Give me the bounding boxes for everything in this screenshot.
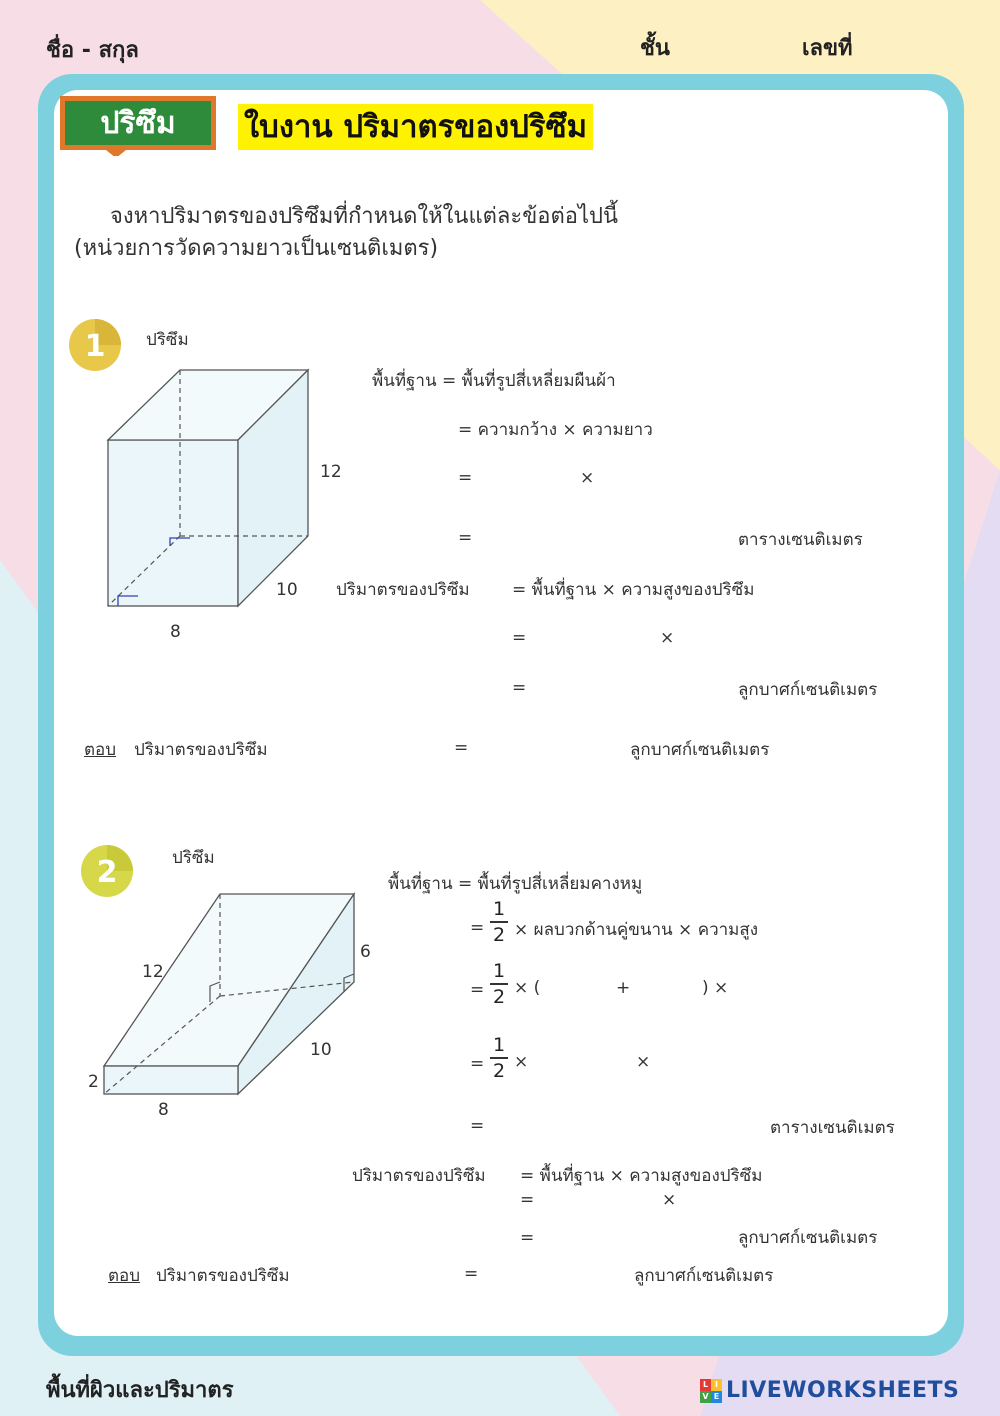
svg-text:2: 2 <box>96 855 118 890</box>
q1-dim-depth: 10 <box>276 580 298 600</box>
q2-volume-label: ปริมาตรของปริซึม <box>352 1166 486 1186</box>
q2-dim-width: 8 <box>158 1100 169 1120</box>
footer-topic: พื้นที่ผิวและปริมาตร <box>46 1378 234 1403</box>
q2-times-3: × <box>662 1190 677 1210</box>
q2-eq-6: = <box>520 1228 535 1248</box>
q2-eq-4: = <box>470 1116 485 1136</box>
q2-answer-unit: ลูกบาศก์เซนติเมตร <box>634 1266 774 1286</box>
q2-unit-sq: ตารางเซนติเมตร <box>770 1118 895 1138</box>
logo-letter: V <box>700 1391 711 1403</box>
q1-eq-4: = <box>512 678 527 698</box>
q1-answer-word: ตอบ <box>84 740 117 760</box>
q1-base-area-label: พื้นที่ฐาน = พื้นที่รูปสี่เหลี่ยมผืนผ้า <box>372 371 616 391</box>
badge-label: ปริซึม <box>100 106 176 141</box>
q2-eq-5: = <box>520 1190 535 1210</box>
logo-letter: E <box>711 1391 722 1403</box>
fraction-numerator: 1 <box>492 960 506 982</box>
q2-answer-eq: = <box>464 1264 479 1284</box>
name-label: ชื่อ - สกุล <box>46 38 139 63</box>
q2-base-area-label: พื้นที่ฐาน = พื้นที่รูปสี่เหลี่ยมคางหมู <box>388 874 643 894</box>
q1-answer-label: ปริมาตรของปริซึม <box>134 740 268 760</box>
q1-prism-diagram <box>100 360 340 620</box>
q2-answer-label: ปริมาตรของปริซึม <box>156 1266 290 1286</box>
q2-eq-3: = <box>470 1054 485 1074</box>
q2-dim-depth: 10 <box>310 1040 332 1060</box>
q2-dim-height: 6 <box>360 942 371 962</box>
q2-base-formula: × ผลบวกด้านคู่ขนาน × ความสูง <box>514 920 759 940</box>
q1-eq-1: = <box>458 468 473 488</box>
q2-times-1: × <box>514 1052 529 1072</box>
q2-sum-close: ) × <box>702 978 729 998</box>
q2-volume-formula: = พื้นที่ฐาน × ความสูงของปริซึม <box>520 1166 763 1186</box>
logo-icon <box>700 1379 722 1403</box>
fraction-numerator: 1 <box>492 1034 506 1056</box>
q1-dim-width: 8 <box>170 622 181 642</box>
q1-answer-eq: = <box>454 738 469 758</box>
q2-plus: + <box>616 978 631 998</box>
fraction-denominator: 2 <box>492 924 506 946</box>
q1-unit-sq: ตารางเซนติเมตร <box>738 530 863 550</box>
fraction-denominator: 2 <box>492 1060 506 1082</box>
q1-volume-label: ปริมาตรของปริซึม <box>336 580 470 600</box>
instruction-line-1: จงหาปริมาตรของปริซึมที่กำหนดให้ในแต่ละข้อต่อไปนี้ <box>110 204 619 229</box>
logo-text: LIVEWORKSHEETS <box>726 1378 960 1403</box>
svg-text:1: 1 <box>84 329 106 364</box>
q1-unit-cu: ลูกบาศก์เซนติเมตร <box>738 680 878 700</box>
instruction-line-2: (หน่วยการวัดความยาวเป็นเซนติเมตร) <box>74 236 439 261</box>
q1-shape-label: ปริซึม <box>146 330 189 350</box>
page-title: ใบงาน ปริมาตรของปริซึม <box>238 104 593 150</box>
class-label: ชั้น <box>640 36 670 61</box>
q2-dim-side: 2 <box>88 1072 99 1092</box>
q2-prism-diagram <box>96 886 366 1106</box>
q1-volume-formula: = พื้นที่ฐาน × ความสูงของปริซึม <box>512 580 755 600</box>
logo-letter: L <box>700 1379 711 1391</box>
number-label: เลขที่ <box>802 36 853 61</box>
logo-letter: I <box>711 1379 722 1391</box>
q2-fraction-2 <box>490 960 508 1008</box>
q2-fraction-3 <box>490 1034 508 1082</box>
worksheet-card <box>54 90 948 1336</box>
q1-answer-unit: ลูกบาศก์เซนติเมตร <box>630 740 770 760</box>
q2-sum-open: × ( <box>514 978 541 998</box>
q2-eq-1: = <box>470 918 485 938</box>
fraction-numerator: 1 <box>492 898 506 920</box>
q2-eq-2: = <box>470 980 485 1000</box>
q2-answer-word: ตอบ <box>108 1266 141 1286</box>
q2-dim-slant: 12 <box>142 962 164 982</box>
q2-fraction-1 <box>490 898 508 946</box>
q2-shape-label: ปริซึม <box>172 848 215 868</box>
q2-times-2: × <box>636 1052 651 1072</box>
fraction-denominator: 2 <box>492 986 506 1008</box>
q1-times-1: × <box>580 468 595 488</box>
q1-dim-height: 12 <box>320 462 342 482</box>
q2-unit-cu: ลูกบาศก์เซนติเมตร <box>738 1228 878 1248</box>
q1-times-2: × <box>660 628 675 648</box>
q1-eq-2: = <box>458 528 473 548</box>
liveworksheets-logo <box>700 1378 959 1403</box>
q1-eq-3: = <box>512 628 527 648</box>
q1-base-formula: = ความกว้าง × ความยาว <box>458 420 653 440</box>
